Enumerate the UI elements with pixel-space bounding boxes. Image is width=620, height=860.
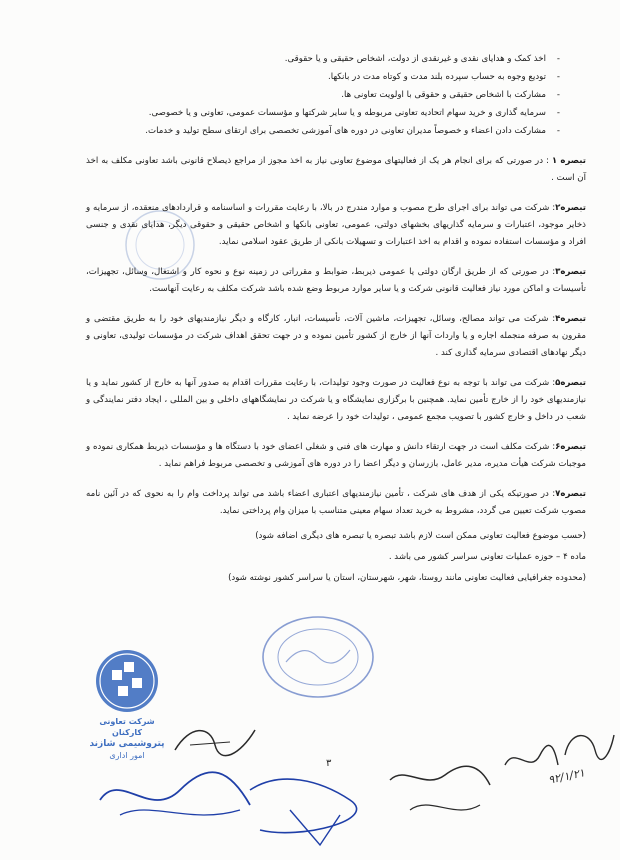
stamp-line: شرکت تعاونی کارکنان (99, 717, 155, 737)
stamp-logo-icon (94, 648, 160, 714)
note-7 (86, 486, 586, 520)
note-3 (86, 264, 586, 298)
bullet-list (86, 50, 560, 140)
stamp-line: پتروشیمی شازند (89, 739, 165, 749)
signature-4 (385, 760, 495, 830)
note-text: : شرکت می تواند با توجه به نوع فعالیت در صورت وجود تولیدات، با رعایت مقررات اقدام به صدور آنها به خارج از کشور نماید و یا نیازمندیهای خود را از خارج تأمین نماید. همچنین با برگزاری نمایشگاه و یا شرکت در نمایشگاههای داخلی و بین المللی ، ایجاد دفتر نمایندگی و شعب در داخل و خارج کشور با تصویب مجمع عمومی ، تولیدات خود را عرضه نماید . (86, 378, 586, 422)
note-6 (86, 439, 586, 473)
document-body (86, 50, 586, 587)
company-stamp (85, 648, 169, 761)
note-text: : شرکت می تواند مصالح، وسائل، تجهیزات، ماشین آلات، تأسیسات، انبار، کارگاه و دیگر نیازمندیهای خود را به طریق مقتضی و مقرون به صرفه منجمله اجاره و یا واردات آنها از خارج از کشور تأمین نموده و در جهت تحقق اهداف شرکت در مؤسسات تولیدی، تعاونی و دیگر نهادهای اقتصادی سرمایه گذاری کند . (86, 314, 586, 358)
note-text: : در صورتی که از طریق ارگان دولتی یا عمومی ذیربط، ضوابط و مقرراتی در زمینه نوع و نحوه کار و اشتغال، وسائل، تجهیزات، تأسیسات و اماکن مورد نیاز فعالیت قانونی شرکت و یا سایر موارد مربوط وضع شده باشد شرکت مکلف به رعایت آنهاست. (86, 267, 586, 294)
signature-3 (240, 770, 370, 850)
list-item: - سرمایه گذاری و خرید سهام اتحادیه تعاونی مربوطه و یا سایر شرکتها و مؤسسات عمومی، تعاونی و یا خصوصی. (86, 104, 560, 122)
list-item: - مشارکت با اشخاص حقیقی و حقوقی با اولویت تعاونی ها. (86, 86, 560, 104)
note-2 (86, 200, 586, 251)
note-label: تبصره۴ (555, 314, 586, 324)
note-text: : شرکت می تواند برای اجرای طرح مصوب و موارد مندرج در بالا، با رعایت مقررات و اساسنامه و قراردادهای منعقده، از سرمایه و ذخایر موجود، اعتبارات و سرمایه گذاریهای بخشهای دولتی، عمومی، تعاونی بانکها و اشخاص حقیقی و حقوقی دیگر، هدایای نقدی و جنسی افراد و مؤسسات استفاده نموده و اقدام به اخذ اعتبارات و تسهیلات بانکی از طریق عقود اسلامی نماید. (86, 203, 586, 247)
signature-2 (90, 760, 260, 830)
handwritten-date: ۹۲/۱/۲۱ (547, 766, 586, 787)
round-stamp (258, 612, 378, 702)
note-label: تبصره ۱ (551, 156, 586, 166)
signature-1 (170, 720, 260, 760)
extra-line: (محدوده جغرافیایی فعالیت تعاونی مانند روستا، شهر، شهرستان، استان یا سراسر کشور نوشته شود) (228, 573, 586, 583)
note-text: : در صورتی که برای انجام هر یک از فعالیتهای موضوع تعاونی نیاز به اخذ مجوز از مراجع ذیصلاح قانونی باشد تعاونی مکلف به اخذ آن است . (86, 156, 586, 183)
note-label: تبصره۲ (555, 203, 586, 213)
list-item: - مشارکت دادن اعضاء و خصوصاً مدیران تعاونی در دوره های آموزشی تخصصی برای ارتقای سطح تولید و خدمات. (86, 122, 560, 140)
note-label: تبصره۵ (555, 378, 586, 388)
list-item: - تودیع وجوه به حساب سپرده بلند مدت و کوتاه مدت در بانکها. (86, 68, 560, 86)
signature-6 (560, 725, 616, 765)
note-text: : در صورتیکه یکی از هدف های شرکت ، تأمین نیازمندیهای اعتباری اعضاء باشد می تواند پرداخت وام را به نحوی که در آئین نامه مصوب شرکت تعیین می گردد، مشروط به خرید تعداد سهام معینی متناسب با میزان وام پرداختی نماید. (86, 489, 586, 516)
note-4 (86, 311, 586, 362)
note-label: تبصره۳ (555, 267, 586, 277)
note-1 (86, 153, 586, 187)
note-5 (86, 375, 586, 426)
extra-line: (حسب موضوع فعالیت تعاونی ممکن است لازم باشد تبصره یا تبصره های دیگری اضافه شود) (255, 531, 586, 541)
note-label: تبصره۶ (555, 442, 586, 452)
note-text: : شرکت مکلف است در جهت ارتقاء دانش و مهارت های فنی و شغلی اعضای خود با دستگاه ها و مؤسسات ذیربط همکاری نموده و موجبات شرکت هیأت مدیره، مدیر عامل، بازرسان و دیگر اعضا را در دوره های آموزشی و تخصصی مربوط فراهم نماید . (86, 442, 586, 469)
note-label: تبصره۷ (555, 489, 586, 499)
extra-line: ماده ۴ – حوزه عملیات تعاونی سراسر کشور می باشد . (388, 552, 586, 562)
page-number: ۳ (326, 758, 332, 769)
list-item: - اخذ کمک و هدایای نقدی و غیرنقدی از دولت، اشخاص حقیقی و یا حقوقی. (86, 50, 560, 68)
stamp-line: امور اداری (109, 751, 145, 760)
